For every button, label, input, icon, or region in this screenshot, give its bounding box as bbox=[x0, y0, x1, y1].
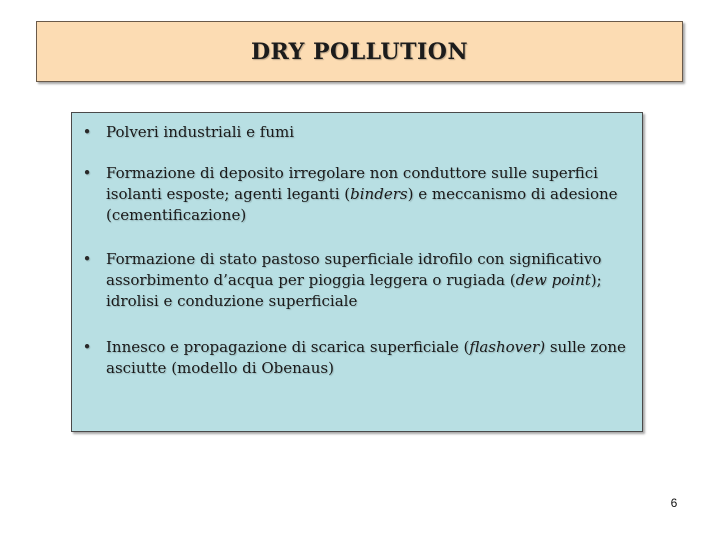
bullet-text: Formazione di deposito irregolare non conduttore sulle superfici isolanti esposte; agenti leganti (binders) e meccanismo di adesione (cementificazione) bbox=[106, 164, 618, 224]
bullet-icon: • bbox=[82, 123, 92, 141]
slide-title: DRY POLLUTION bbox=[250, 38, 469, 65]
bullet-text: Formazione di stato pastoso superficiale idrofilo con significativo assorbimento d’acqua per pioggia leggera o rugiada (dew point); idrolisi e conduzione superficiale bbox=[106, 250, 602, 310]
bullet-text: Innesco e propagazione di scarica superficiale (flashover) sulle zone asciutte (modello di Obenaus) bbox=[106, 338, 626, 377]
title-box bbox=[36, 21, 683, 82]
bullet-icon: • bbox=[82, 338, 92, 356]
content-box bbox=[71, 112, 643, 432]
bullet-item bbox=[80, 337, 636, 379]
term-flashover: flashover) bbox=[469, 338, 546, 356]
bullet-item bbox=[80, 122, 636, 143]
page-number: 6 bbox=[670, 496, 678, 510]
bullet-item bbox=[80, 163, 636, 226]
term-dew-point: dew point bbox=[515, 271, 591, 289]
term-binders: binders bbox=[350, 185, 408, 203]
bullet-text: Polveri industriali e fumi bbox=[106, 123, 294, 141]
bullet-icon: • bbox=[82, 250, 92, 268]
bullet-icon: • bbox=[82, 164, 92, 182]
bullet-item bbox=[80, 249, 636, 312]
